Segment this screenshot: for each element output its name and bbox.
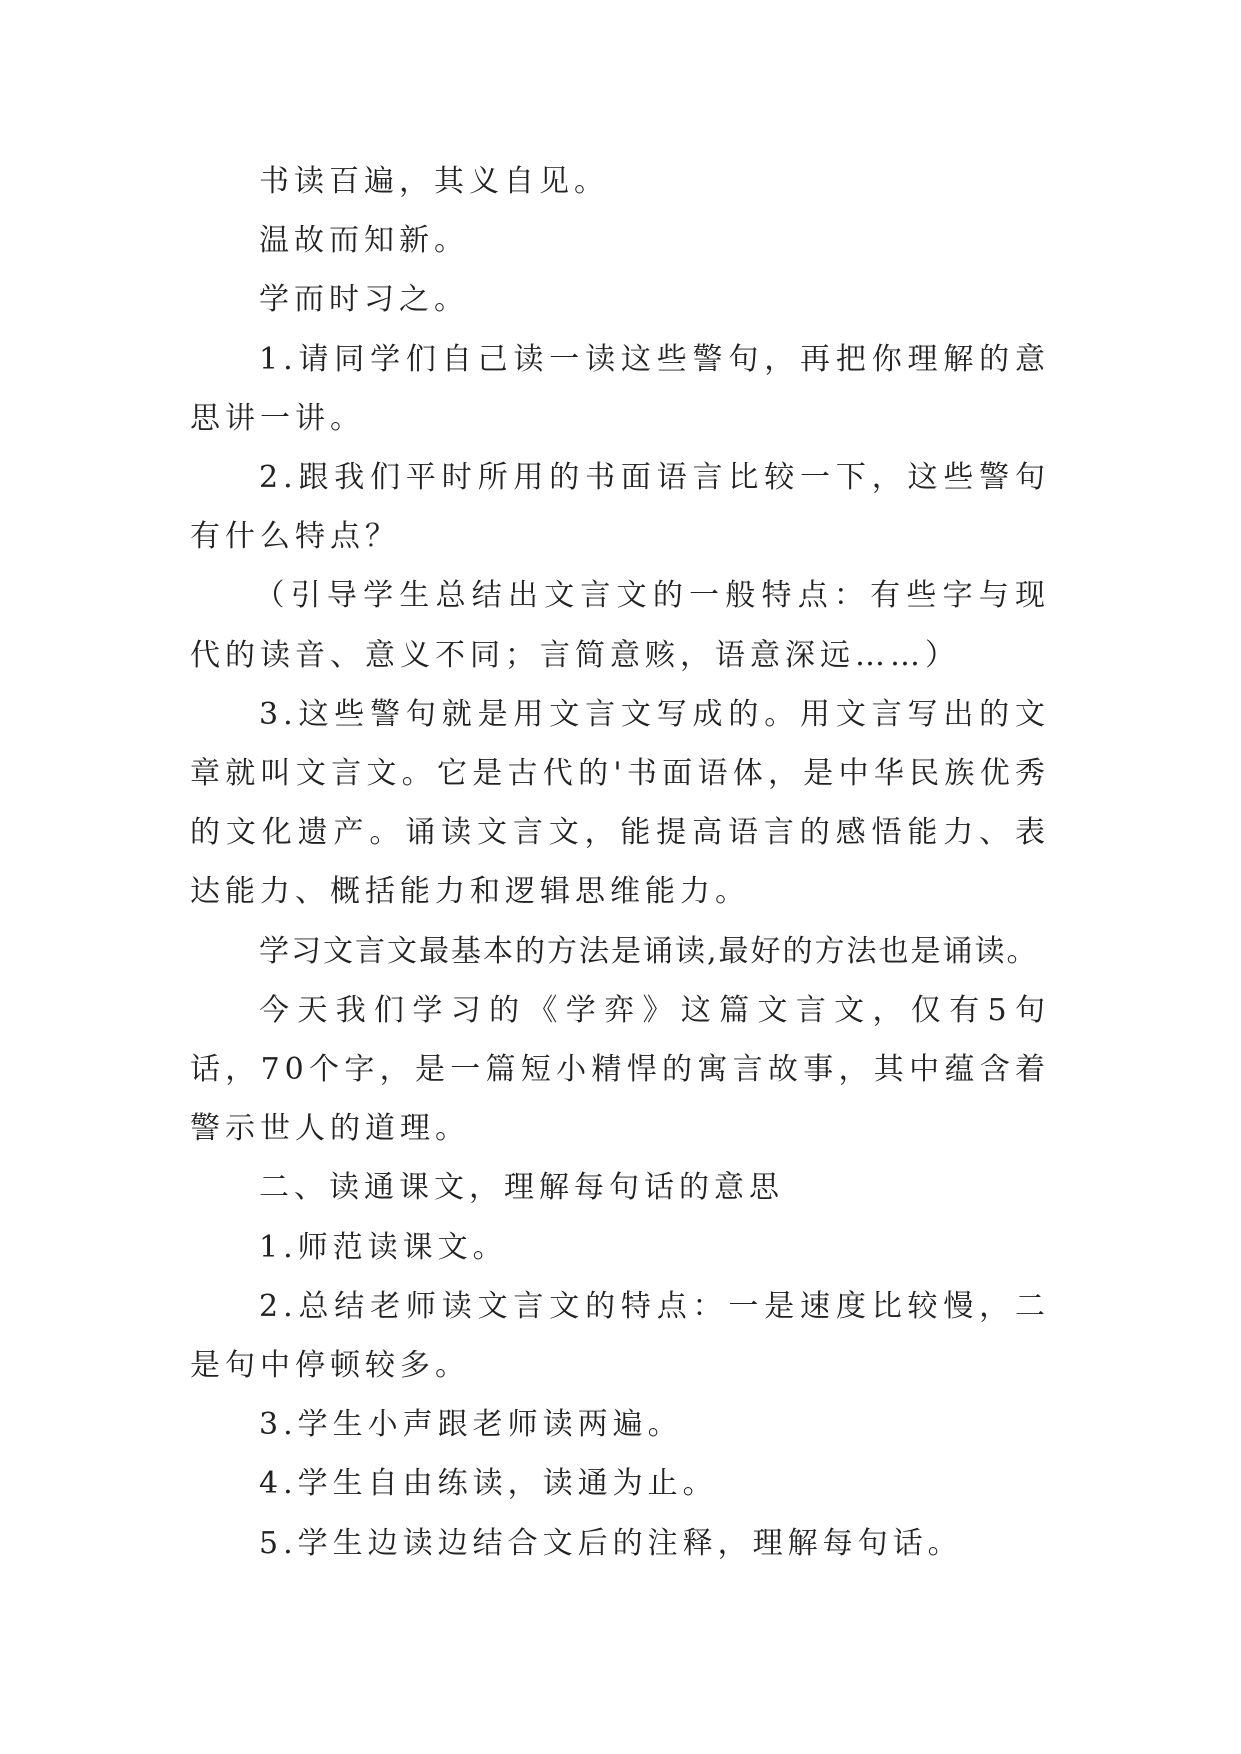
section-heading: 二、读通课文，理解每句话的意思 xyxy=(259,1170,784,1206)
list-item-5: 5.学生边读边结合文后的注释，理解每句话。 xyxy=(259,1525,963,1561)
guidance-note: （引导学生总结出文言文的一般特点：有些字与现代的读音、意义不同；言简意赅，语意深远……） xyxy=(190,578,1050,673)
quote-line-1: 书读百遍，其义自见。 xyxy=(259,164,609,199)
quote-line-3: 学而时习之。 xyxy=(259,282,469,318)
list-item-3: 3.学生小声跟老师读两遍。 xyxy=(259,1407,683,1443)
step-3-paragraph: 3.这些警句就是用文言文写成的。用文言写出的文章就叫文言文。它是古代的'书面语体，是中华民族优秀的文化遗产。诵读文言文，能提高语言的感悟能力、表达能力、概括能力和逻辑思维能力。 xyxy=(190,696,1050,910)
lesson-intro-paragraph: 今天我们学习的《学弈》这篇文言文，仅有5句话，70个字，是一篇短小精悍的寓言故事，其中蕴含着警示世人的道理。 xyxy=(190,992,1050,1147)
document-body xyxy=(190,152,1050,1573)
method-paragraph: 学习文言文最基本的方法是诵读,最好的方法也是诵读。 xyxy=(259,933,1039,969)
list-item-2: 2.总结老师读文言文的特点：一是速度比较慢，二是句中停顿较多。 xyxy=(190,1288,1050,1384)
quote-line-2: 温故而知新。 xyxy=(259,223,469,259)
step-2-paragraph: 2.跟我们平时所用的书面语言比较一下，这些警句有什么特点？ xyxy=(190,460,1050,555)
list-item-1: 1.师范读课文。 xyxy=(259,1229,508,1265)
step-1-paragraph: 1.请同学们自己读一读这些警句，再把你理解的意思讲一讲。 xyxy=(190,341,1050,436)
list-item-4: 4.学生自由练读，读通为止。 xyxy=(259,1466,718,1502)
